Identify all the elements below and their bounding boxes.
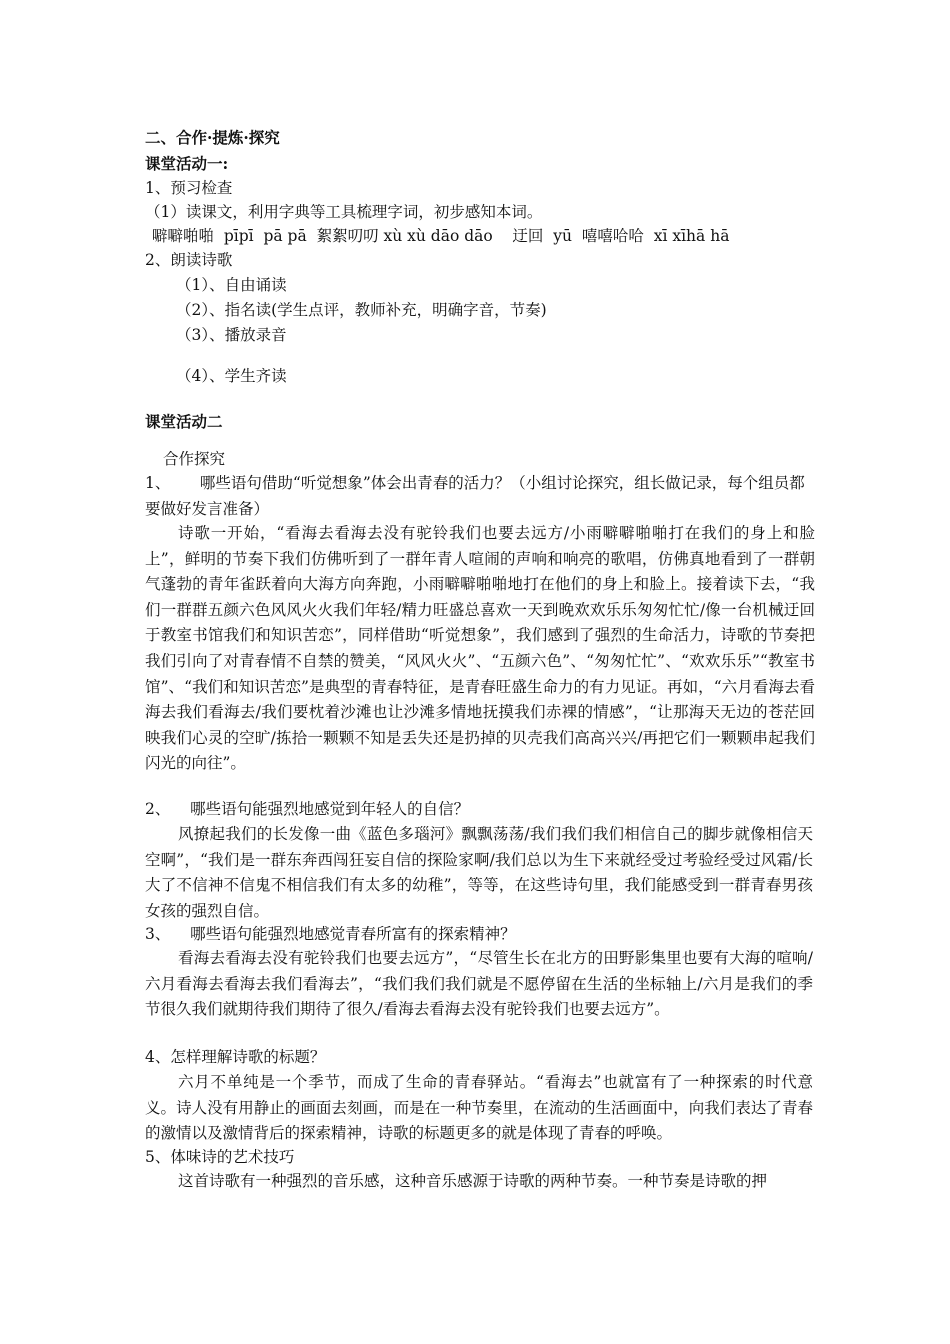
section-heading: 二、合作·提炼·探究 (145, 128, 280, 147)
activity2-heading: 课堂活动二 (145, 412, 223, 431)
item2-sub1: （1）、自由诵读 (176, 276, 287, 294)
answer-3: 看海去看海去没有驼铃我们也要去远方”，“尽管生长在北方的田野影集里也要有大海的喧响/六月看海去看海去我们看海去”，“我们我们我们就是不愿停留在生活的坐标轴上/六月是我们的季节很久我们就期待我们期待了很久/看海去看海去没有驼铃我们也要去远方”。 (145, 949, 813, 1019)
item2-title: 2、朗读诗歌 (145, 251, 233, 269)
question-5: 5、体味诗的艺术技巧 (145, 1148, 295, 1166)
answer-1: 诗歌一开始，“看海去看海去没有驼铃我们也要去远方/小雨噼噼啪啪打在我们的身上和脸上”，鲜明的节奏下我们仿佛听到了一群年青人喧闹的声响和响亮的歌唱，仿佛真地看到了一群朝气蓬勃的青年雀跃着向大海方向奔跑，小雨噼噼啪啪地打在他们的身上和脸上。接着读下去，“我们一群群五颜六色风风火火我们年轻/精力旺盛总喜欢一天到晚欢欢乐乐匆匆忙忙/像一台机械迂回于教室书馆我们和知识苦恋”，同样借助“听觉想象”，我们感到了强烈的生命活力，诗歌的节奏把我们引向了对青春情不自禁的赞美，“风风火火”、“五颜六色”、“匆匆忙忙”、“欢欢乐乐”“教室书馆”、“我们和知识苦恋”是典型的青春特征，是青春旺盛生命力的有力见证。再如，“六月看海去看海去我们看海去/我们要枕着沙滩也让沙滩多情地抚摸我们赤裸的情感”，“让那海天无边的苍茫回映我们心灵的空旷/拣拾一颗颗不知是丢失还是扔掉的贝壳我们高高兴兴/再把它们一颗颗串起我们闪光的向往”。 (145, 524, 815, 773)
activity1-heading: 课堂活动一: (145, 154, 229, 173)
coop-label: 合作探究 (163, 450, 226, 468)
item2-sub2: （2）、指名读(学生点评，教师补充，明确字音，节奏) (176, 301, 547, 319)
answer-5: 这首诗歌有一种强烈的音乐感，这种音乐感源于诗歌的两种节奏。一种节奏是诗歌的押 (178, 1172, 768, 1190)
question-2: 2、 哪些语句能强烈地感觉到年轻人的自信？ (145, 800, 470, 818)
item1-sub1: （1）读课文，利用字典等工具梳理字词，初步感知本词。 (145, 203, 543, 221)
item1-title: 1、预习检查 (145, 179, 233, 197)
question-1: 1、 哪些语句借助“听觉想象”体会出青春的活力？（小组讨论探究，组长做记录，每个组员都要做好发言准备） (145, 474, 805, 518)
item2-sub3: （3）、播放录音 (176, 326, 287, 344)
item1-words: 噼噼啪啪 pīpī pā pā 絮絮叨叨 xù xù dāo dāo 迂回 yū 嘻嘻哈哈 xī xīhā hā (152, 227, 730, 245)
item2-sub4: （4）、学生齐读 (176, 367, 287, 385)
answer-2: 风撩起我们的长发像一曲《蓝色多瑙河》飘飘荡荡/我们我们我们相信自己的脚步就像相信天空啊”，“我们是一群东奔西闯狂妄自信的探险家啊/我们总以为生下来就经受过考验经受过风霜/长大了不信神不信鬼不相信我们有太多的幼稚”，等等，在这些诗句里，我们能感受到一群青春男孩女孩的强烈自信。 (145, 825, 813, 920)
answer-4: 六月不单纯是一个季节，而成了生命的青春驿站。“看海去”也就富有了一种探索的时代意义。诗人没有用静止的画面去刻画，而是在一种节奏里，在流动的生活画面中，向我们表达了青春的激情以及激情背后的探索精神，诗歌的标题更多的就是体现了青春的呼唤。 (145, 1073, 813, 1143)
question-3: 3、 哪些语句能强烈地感觉青春所富有的探索精神？ (145, 925, 516, 943)
question-4: 4、怎样理解诗歌的标题？ (145, 1048, 326, 1066)
